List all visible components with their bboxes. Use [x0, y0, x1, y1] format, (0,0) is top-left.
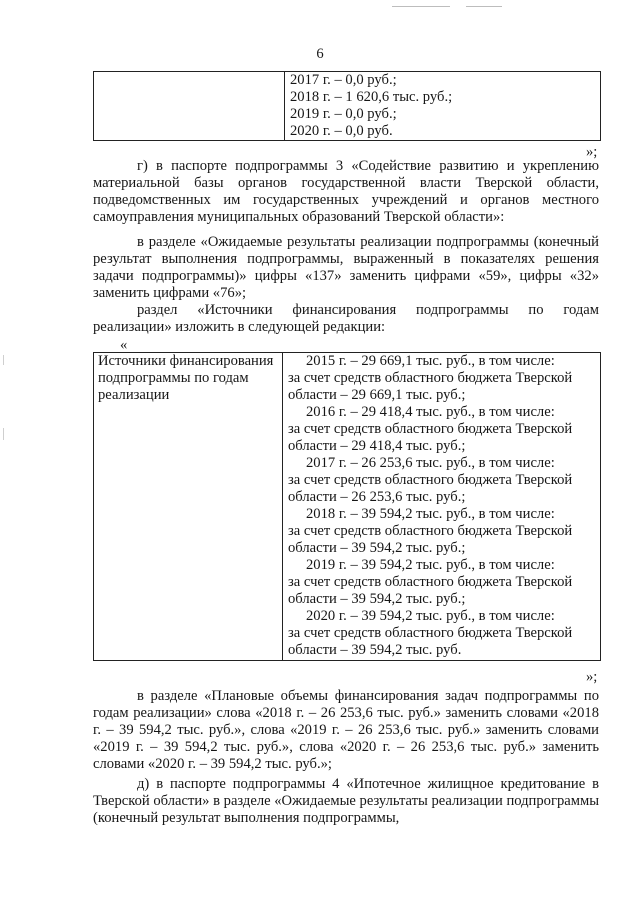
table-left-cell-empty — [94, 72, 285, 141]
year-head: 2016 г. – 29 418,4 тыс. руб., в том числе: — [306, 404, 555, 420]
scan-artifact — [392, 6, 450, 7]
page-number: 6 — [316, 46, 324, 62]
year-source: за счет средств областного бюджета Тверской — [288, 421, 573, 437]
paragraph-d-passport: д) в паспорте подпрограммы 4 «Ипотечное жилищное кредитование в Тверской области» в разделе «Ожидаемые результаты реализации подпрограммы (конечный результат выполнения подпрограммы, — [93, 776, 599, 826]
margin-artifact — [3, 428, 4, 440]
table-line: 2018 г. – 1 620,6 тыс. руб.; — [290, 89, 453, 105]
funding-table-values-cell — [283, 353, 601, 661]
year-head: 2020 г. – 39 594,2 тыс. руб., в том числе: — [306, 608, 555, 624]
year-head: 2017 г. – 26 253,6 тыс. руб., в том числе: — [306, 455, 555, 471]
table-line: 2020 г. – 0,0 руб. — [290, 123, 393, 139]
paragraph-sources-section: раздел «Источники финансирования подпрограммы по годам реализации» изложить в следующей редакции: — [93, 302, 599, 335]
year-source: за счет средств областного бюджета Тверской — [288, 523, 573, 539]
label-line: Источники финансирования — [98, 353, 274, 369]
year-amount: области – 39 594,2 тыс. руб.; — [288, 591, 466, 607]
year-amount: области – 29 669,1 тыс. руб.; — [288, 387, 466, 403]
funding-table — [93, 352, 601, 661]
label-line: реализации — [98, 387, 170, 403]
year-source: за счет средств областного бюджета Тверской — [288, 625, 573, 641]
table-continuation — [93, 71, 601, 141]
paragraph-planned-volumes: в разделе «Плановые объемы финансирования задач подпрограммы по годам реализации» слова «2018 г. – 26 253,6 тыс. руб.» заменить словами «2018 г. – 39 594,2 тыс. руб.», слова «2019 г. – 26 253,6 тыс. руб.» заменить словами «2019 г. – 39 594,2 тыс. руб.», слова «2020 г. – 26 253,6 тыс. руб.» заменить словами «2020 г. – 39 594,2 тыс. руб.»; — [93, 688, 599, 772]
year-source: за счет средств областного бюджета Тверской — [288, 370, 573, 386]
table-right-cell — [285, 72, 601, 141]
margin-artifact — [3, 355, 4, 365]
year-source: за счет средств областного бюджета Тверской — [288, 472, 573, 488]
funding-table-label-cell — [94, 353, 283, 661]
closing-quote: »; — [586, 669, 598, 685]
year-head: 2018 г. – 39 594,2 тыс. руб., в том числе: — [306, 506, 555, 522]
table-line: 2017 г. – 0,0 руб.; — [290, 72, 397, 88]
year-source: за счет средств областного бюджета Тверской — [288, 574, 573, 590]
paragraph-g-passport: г) в паспорте подпрограммы 3 «Содействие развитию и укреплению материальной базы органов государственной власти Тверской области, подведомственных им государственных учреждений и органов местного самоуправления муниципальных образований Тверской области»: — [93, 158, 599, 225]
year-amount: области – 39 594,2 тыс. руб. — [288, 642, 462, 658]
paragraph-expected-results: в разделе «Ожидаемые результаты реализации подпрограммы (конечный результат выполнения подпрограммы, выраженный в показателях решения задачи подпрограммы)» цифры «137» заменить цифрами «59», цифры «32» заменить цифрами «76»; — [93, 234, 599, 301]
year-amount: области – 29 418,4 тыс. руб.; — [288, 438, 466, 454]
label-line: подпрограммы по годам — [98, 370, 249, 386]
year-head: 2019 г. – 39 594,2 тыс. руб., в том числе: — [306, 557, 555, 573]
year-amount: области – 26 253,6 тыс. руб.; — [288, 489, 466, 505]
closing-quote: »; — [586, 144, 598, 160]
scan-artifact — [466, 6, 502, 7]
year-head: 2015 г. – 29 669,1 тыс. руб., в том числе: — [306, 353, 555, 369]
table-line: 2019 г. – 0,0 руб.; — [290, 106, 397, 122]
opening-quote: « — [120, 337, 128, 353]
year-amount: области – 39 594,2 тыс. руб.; — [288, 540, 466, 556]
